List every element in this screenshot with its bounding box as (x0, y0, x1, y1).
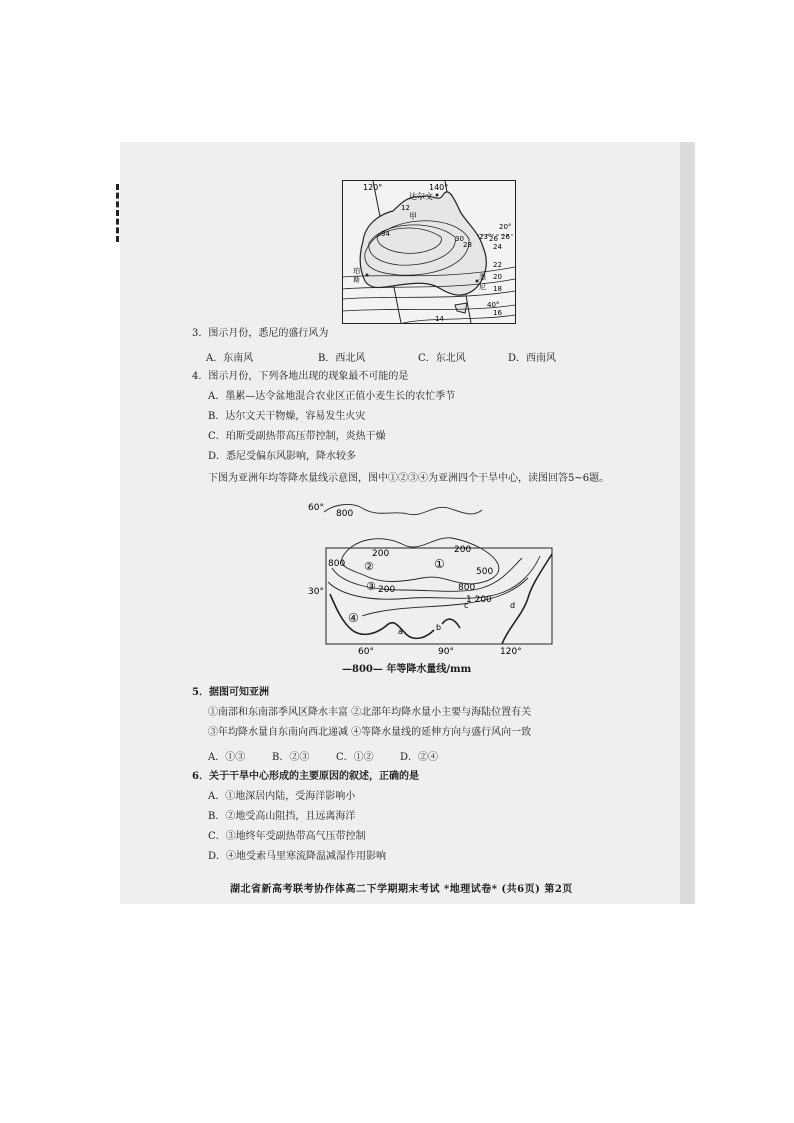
q5-option-d: D．②④ (400, 752, 439, 763)
q4-option-a: A．墨累—达令盆地混合农业区正值小麦生长的农忙季节 (208, 391, 456, 402)
label-34: 34 (381, 230, 390, 238)
label-800-north: 800 (336, 509, 354, 519)
label-lon140: 140° (429, 183, 449, 192)
label-perth-2: 斯 (353, 276, 360, 284)
label-sydney-1: 悉 (479, 273, 486, 281)
label-26a: 26 (489, 235, 498, 243)
q5-option-a: A．①③ (208, 752, 246, 763)
q4-option-c: C．珀斯受副热带高压带控制，炎热干燥 (208, 431, 386, 442)
label-n3: ③ (366, 580, 376, 593)
label-d: d (510, 601, 516, 610)
q6-option-c: C．③地终年受副热带高气压带控制 (208, 831, 366, 842)
q3-stem: 3．图示月份，悉尼的盛行风为 (192, 328, 329, 339)
label-12: 12 (401, 204, 410, 212)
label-800-east: 800 (458, 583, 476, 593)
label-200-b: 200 (454, 545, 472, 555)
tasmania (455, 303, 467, 313)
label-lat26: 26 (501, 233, 510, 241)
q3-option-c: C．东北风 (418, 353, 466, 364)
australia-isotherm-map (342, 180, 516, 324)
label-c: c (464, 601, 469, 610)
intro-text: 下图为亚洲年均等降水量线示意图，图中①②③④为亚洲四个干旱中心，读图回答5~6题。 (208, 473, 610, 484)
label-500: 500 (476, 567, 494, 577)
label-darwin: 达尔文 (409, 192, 433, 201)
isotherm-18 (343, 291, 515, 299)
page-footer: 湖北省新高考联考协作体高二下学期期末考试 *地理试卷* (共6页) 第2页 (230, 884, 573, 895)
label-n4: ④ (348, 611, 359, 625)
q6-option-b: B．②地受高山阻挡，且远离海洋 (208, 811, 356, 822)
east-asia-coast (502, 554, 552, 644)
perth-point (366, 274, 369, 277)
label-lon60: 60° (358, 647, 374, 657)
q4-option-b: B．达尔文天干物燥，容易发生火灾 (208, 411, 366, 422)
mountain-range (442, 619, 460, 628)
q6-stem: 6．关于干旱中心形成的主要原因的叙述，正确的是 (192, 771, 419, 782)
q4-option-d: D．悉尼受偏东风影响，降水较多 (208, 451, 357, 462)
label-1200: 1 200 (466, 595, 492, 605)
label-lon120: 120° (363, 183, 383, 192)
label-200-c: 200 (378, 585, 396, 595)
q5-option-c: C．①② (336, 752, 374, 763)
darwin-point (436, 194, 439, 197)
label-lon120: 120° (500, 647, 522, 657)
asia-precipitation-map (308, 498, 554, 657)
label-20: 20 (493, 273, 502, 281)
label-14: 14 (435, 315, 444, 323)
q5-statement-2: ③年均降水量自东南向西北递减 ④等降水量线的延伸方向与盛行风向一致 (208, 727, 532, 738)
label-b: b (436, 623, 442, 632)
asia-map-svg (308, 498, 554, 657)
label-n1: ① (434, 557, 445, 571)
q6-option-a: A．①地深居内陆，受海洋影响小 (208, 791, 356, 802)
label-lon90: 90° (438, 647, 454, 657)
map2-caption: —800— 年等降水量线/mm (342, 664, 472, 675)
label-lat20: 20° (499, 223, 512, 231)
q3-option-b: B．西北风 (318, 353, 366, 364)
label-sydney-2: 尼 (479, 283, 486, 291)
label-18: 18 (493, 285, 502, 293)
binding-marks (116, 184, 123, 242)
label-800-west: 800 (328, 559, 346, 569)
q4-stem: 4．图示月份，下列各地出现的现象最不可能的是 (192, 371, 409, 382)
page-fold-shadow (680, 142, 695, 904)
q3-option-a: A．东南风 (206, 353, 254, 364)
isohyet-1200 (362, 578, 528, 616)
label-16: 16 (493, 309, 502, 317)
label-23: 23° (479, 233, 492, 241)
label-lat30: 30° (308, 587, 324, 597)
label-28: 28 (463, 241, 472, 249)
label-30: 30 (455, 235, 464, 243)
australia-map-svg (343, 181, 515, 323)
label-n2: ② (364, 560, 374, 573)
label-perth-1: 珀 (353, 267, 360, 275)
label-jia: 甲 (409, 212, 417, 221)
q5-statement-1: ①南部和东南部季风区降水丰富 ②北部年均降水量小主要与海陆位置有关 (208, 707, 532, 718)
q5-option-b: B．②③ (272, 752, 310, 763)
label-a: a (398, 627, 403, 636)
q5-stem: 5．据图可知亚洲 (192, 687, 269, 698)
label-24: 24 (493, 243, 502, 251)
isohyet-500 (332, 558, 522, 591)
label-22: 22 (493, 261, 502, 269)
label-lat40: 40° (487, 301, 500, 309)
q6-option-d: D．④地受索马里寒流降温减湿作用影响 (208, 851, 387, 862)
q3-option-d: D．西南风 (508, 353, 557, 364)
south-asia-coast (330, 594, 434, 638)
label-200-a: 200 (372, 549, 390, 559)
label-lat60: 60° (308, 503, 324, 513)
